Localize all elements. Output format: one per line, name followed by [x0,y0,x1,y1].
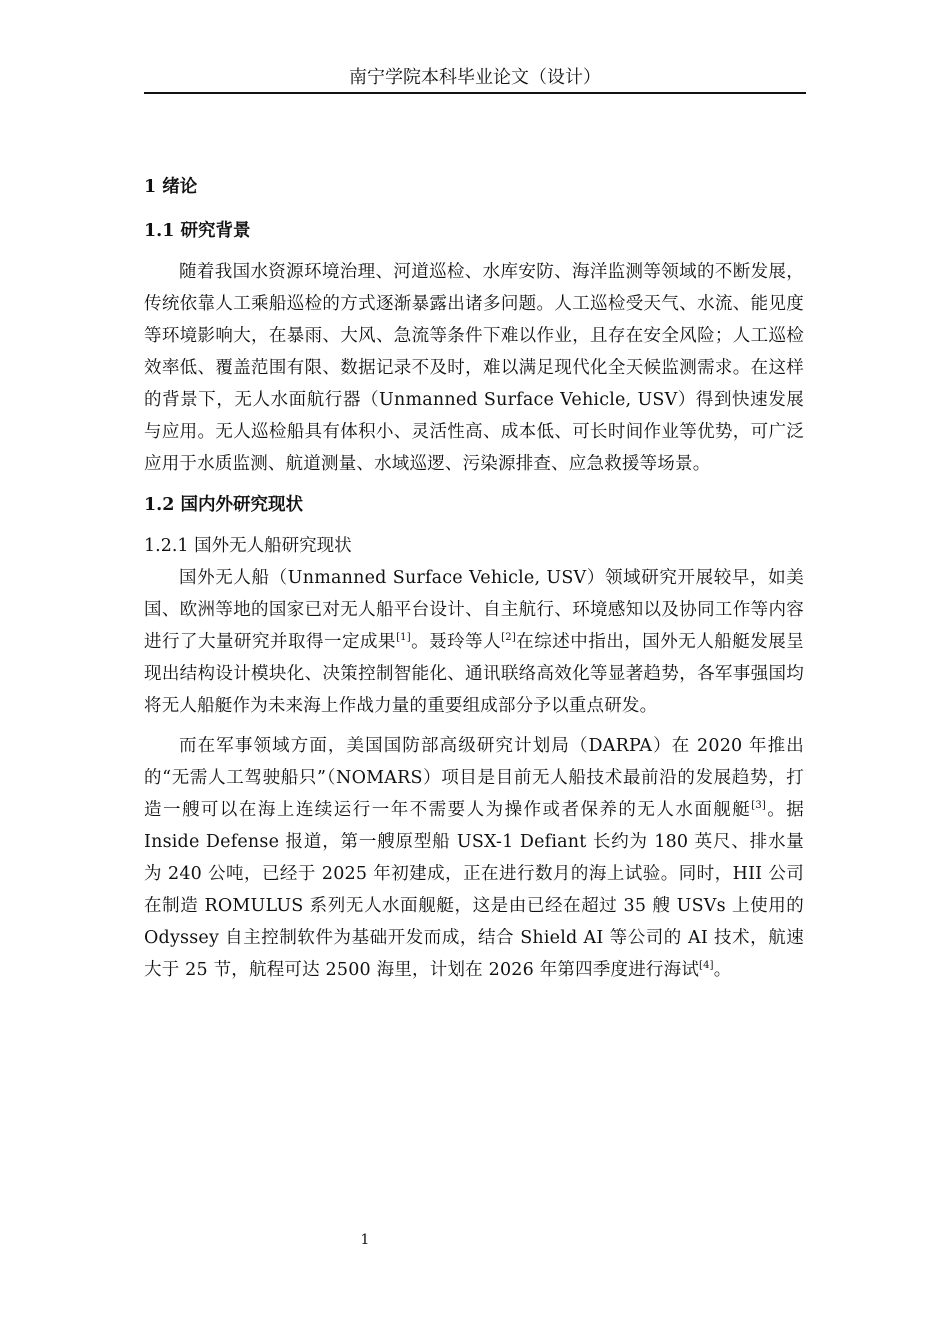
paragraph-text: 在综述中指出，国外无人船艇发展呈现出结构设计模块化、决策控制智能化、通讯联络高效化等显著趋势，各军事强国均将无人船艇作为未来海上作战力量的重要组成部分予以重点研发。 [144,632,804,716]
citation-ref: [2] [501,632,516,644]
paragraph-foreign-research [144,562,804,722]
header-rule [144,92,806,94]
page-number: 1 [360,1232,370,1248]
citation-ref: [4] [699,960,714,972]
citation-ref: [1] [396,632,411,644]
chapter-heading: 1 绪论 [144,177,198,197]
paragraph-research-background: 随着我国水资源环境治理、河道巡检、水库安防、海洋监测等领域的不断发展，传统依靠人工乘船巡检的方式逐渐暴露出诸多问题。人工巡检受天气、水流、能见度等环境影响大，在暴雨、大风、急流等条件下难以作业，且存在安全风险；人工巡检效率低、覆盖范围有限、数据记录不及时，难以满足现代化全天候监测需求。在这样的背景下，无人水面航行器（Unmanned Surface Vehicle, USV）得到快速发展与应用。无人巡检船具有体积小、灵活性高、成本低、可长时间作业等优势，可广泛应用于水质监测、航道测量、水域巡逻、污染源排查、应急救援等场景。 [144,262,804,474]
document-body [144,172,804,994]
section-heading-1-2: 1.2 国内外研究现状 [144,495,304,515]
paragraph-text: 。 [713,960,732,980]
citation-ref: [3] [751,800,767,812]
paragraph-military-research [144,730,804,986]
paragraph-text: 。聂玲等人 [410,632,502,652]
paragraph-text: 国外无人船（Unmanned Surface Vehicle, USV）领域研究开展较早，如美国、欧洲等地的国家已对无人船平台设计、自主航行、环境感知以及协同工作等内容进行了大量研究并取得一定成果 [144,568,804,652]
subsection-heading-1-2-1: 1.2.1 国外无人船研究现状 [144,536,352,556]
paragraph-text: 。据 Inside Defense 报道，第一艘原型船 USX-1 Defiant 长约为 180 英尺、排水量为 240 公吨，已经于 2025 年初建成，正在进行数月的海上试验。同时，HII 公司在制造 ROMULUS 系列无人水面舰艇，这是由已经在超过 35 艘 USVs 上使用的 Odyssey 自主控制软件为基础开发而成，结合 Shield AI 等公司的 AI 技术，航速大于 25 节，航程可达 2500 海里，计划在 2026 年第四季度进行海试 [144,800,804,980]
section-heading-1-1: 1.1 研究背景 [144,221,251,241]
running-header: 南宁学院本科毕业论文（设计） [349,67,601,88]
paragraph-text: 而在军事领域方面，美国国防部高级研究计划局（DARPA）在 2020 年推出的“无需人工驾驶船只”（NOMARS）项目是目前无人船技术最前沿的发展趋势，打造一艘可以在海上连续运行一年不需要人为操作或者保养的无人水面舰艇 [144,736,804,820]
